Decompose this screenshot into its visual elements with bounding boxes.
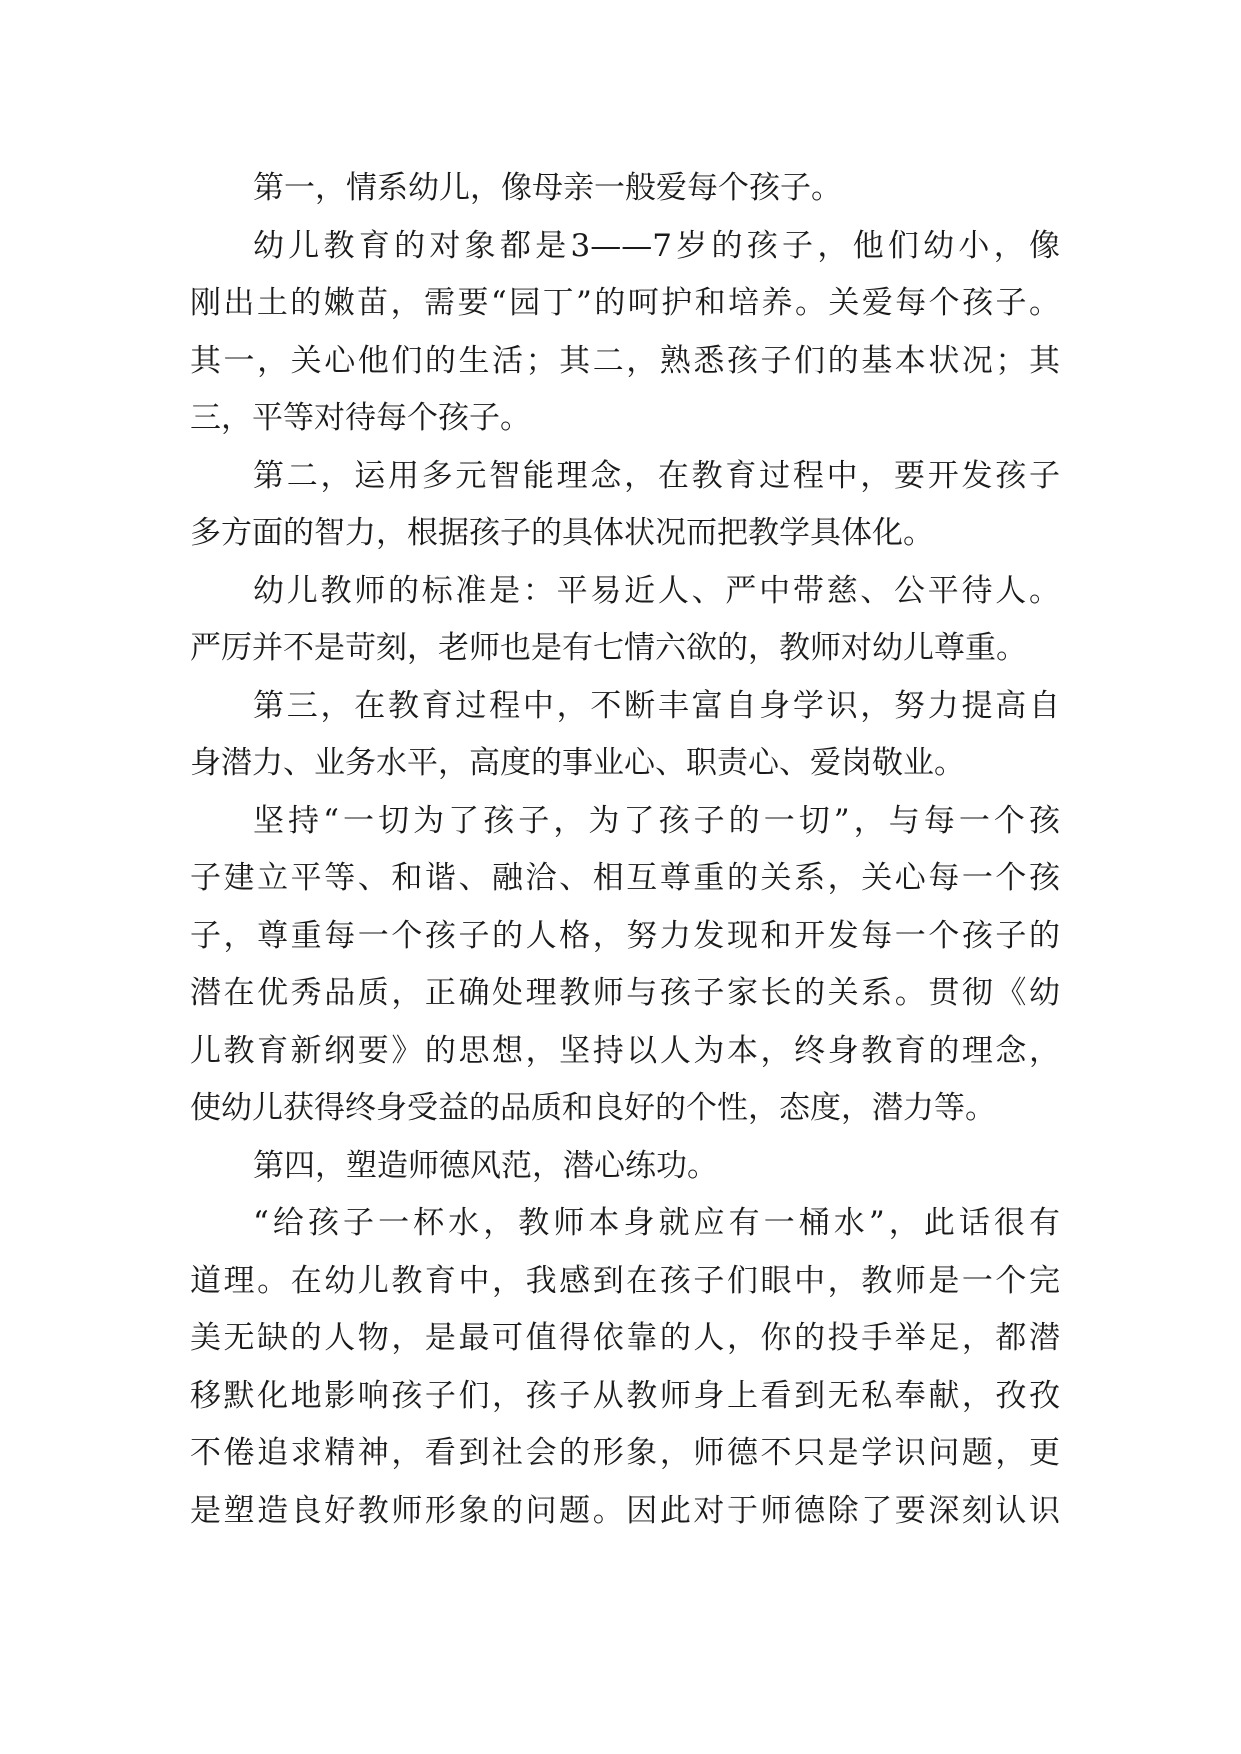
paragraph-8-line-2: 道理。在幼儿教育中，我感到在孩子们眼中，教师是一个完 — [190, 1262, 1060, 1299]
paragraph-6-line-6: 使幼儿获得终身受益的品质和良好的个性，态度，潜力等。 — [190, 1090, 996, 1126]
paragraph-3-line-1: 第二，运用多元智能理念，在教育过程中，要开发孩子 — [253, 457, 1060, 494]
paragraph-4-line-1: 幼儿教师的标准是：平易近人、严中带慈、公平待人。 — [253, 572, 1060, 609]
paragraph-8-line-5: 不倦追求精神，看到社会的形象，师德不只是学识问题，更 — [190, 1435, 1060, 1471]
paragraph-5-line-2: 身潜力、业务水平，高度的事业心、职责心、爱岗敬业。 — [190, 745, 965, 781]
paragraph-4-line-2: 严厉并不是苛刻，老师也是有七情六欲的，教师对幼儿尊重。 — [190, 630, 1027, 666]
paragraph-2-line-2: 刚出土的嫩苗，需要“园丁”的呵护和培养。关爱每个孩子。 — [190, 285, 1060, 321]
paragraph-6-line-4: 潜在优秀品质，正确处理教师与孩子家长的关系。贯彻《幼 — [190, 975, 1060, 1011]
paragraph-1-line-1: 第一，情系幼儿，像母亲一般爱每个孩子。 — [253, 170, 842, 206]
paragraph-2-line-4: 三，平等对待每个孩子。 — [190, 400, 531, 436]
paragraph-8-line-6: 是塑造良好教师形象的问题。因此对于师德除了要深刻认识 — [190, 1492, 1060, 1529]
body-text — [190, 160, 1060, 1540]
paragraph-6-line-5: 儿教育新纲要》的思想，坚持以人为本，终身教育的理念， — [190, 1032, 1060, 1069]
paragraph-6-line-1: 坚持“一切为了孩子，为了孩子的一切”，与每一个孩 — [253, 802, 1060, 839]
paragraph-6-line-3: 子，尊重每一个孩子的人格，努力发现和开发每一个孩子的 — [190, 917, 1060, 954]
paragraph-5-line-1: 第三，在教育过程中，不断丰富自身学识，努力提高自 — [253, 687, 1060, 724]
paragraph-8-line-1: “给孩子一杯水，教师本身就应有一桶水”，此话很有 — [253, 1205, 1060, 1241]
paragraph-6-line-2: 子建立平等、和谐、融洽、相互尊重的关系，关心每一个孩 — [190, 860, 1060, 896]
paragraph-8-line-3: 美无缺的人物，是最可值得依靠的人，你的投手举足，都潜 — [190, 1320, 1060, 1356]
paragraph-8-line-4: 移默化地影响孩子们，孩子从教师身上看到无私奉献，孜孜 — [190, 1377, 1060, 1414]
paragraph-3-line-2: 多方面的智力，根据孩子的具体状况而把教学具体化。 — [190, 515, 934, 551]
paragraph-7-line-1: 第四，塑造师德风范，潜心练功。 — [253, 1147, 718, 1184]
paragraph-2-line-3: 其一，关心他们的生活；其二，熟悉孩子们的基本状况；其 — [190, 342, 1060, 379]
paragraph-2-line-1: 幼儿教育的对象都是3——7岁的孩子，他们幼小，像 — [253, 227, 1060, 264]
